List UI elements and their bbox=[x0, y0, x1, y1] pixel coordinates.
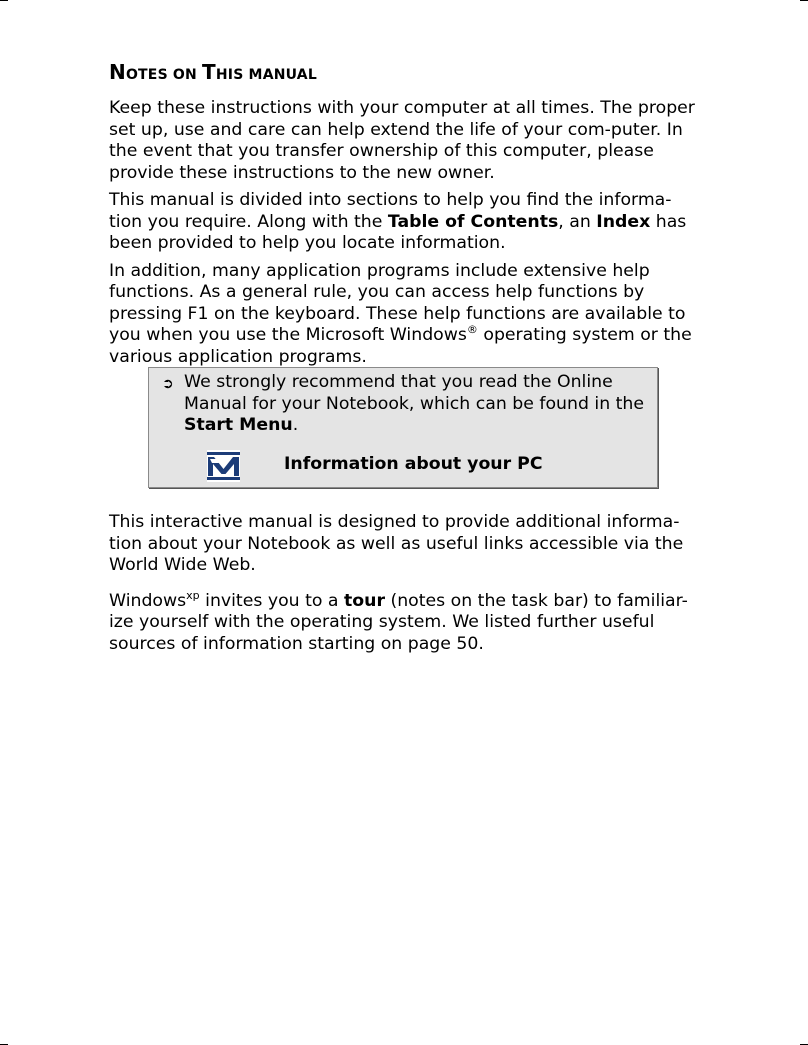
arrow-icon: ➲ bbox=[162, 376, 174, 392]
manual-page bbox=[109, 58, 701, 374]
medion-logo-icon bbox=[207, 450, 240, 482]
page-title: NOTES ON THIS MANUAL bbox=[109, 60, 317, 84]
info-shortcut[interactable] bbox=[207, 450, 647, 482]
index-term: Index bbox=[596, 211, 651, 232]
crop-mark-top-right bbox=[800, 0, 808, 1]
intro-paragraph: Keep these instructions with your computer at all times. The proper set up, use and care can help extend the life of your com-puter. In the event that you transfer ownership of this computer, please provide these instructions to the new owner. bbox=[109, 98, 695, 183]
interactive-manual-paragraph: This interactive manual is designed to provide additional informa-tion about your Notebook as well as useful links accessible via the World Wide Web. bbox=[109, 512, 684, 575]
crop-mark-top-left bbox=[0, 0, 8, 1]
sections-paragraph: This manual is divided into sections to help you find the informa-tion you require. Along with the Table of Contents, an Index has been provided to help you locate information. bbox=[109, 190, 687, 253]
tour-term: tour bbox=[344, 590, 385, 611]
help-functions-paragraph: In addition, many application programs include extensive help functions. As a general rule, you can access help functions by pressing F1 on the keyboard. These help functions are available to you when you use the Microsoft Windows® operating system or the various application programs. bbox=[109, 260, 692, 367]
info-about-pc-label[interactable]: Information about your PC bbox=[284, 454, 543, 474]
note-text: We strongly recommend that you read the Online Manual for your Notebook, which can be found in the Start Menu. bbox=[184, 372, 645, 435]
windows-tour-paragraph: Windows$^{xp}$ invites you to a tour (notes on the task bar) to familiar-ize yourself with the operating system. We listed further useful sources of information starting on page 50. bbox=[109, 588, 688, 654]
lower-section bbox=[109, 512, 709, 669]
online-manual-note bbox=[148, 367, 658, 488]
table-of-contents-term: Table of Contents bbox=[387, 211, 559, 232]
start-menu-term: Start Menu bbox=[184, 415, 293, 435]
